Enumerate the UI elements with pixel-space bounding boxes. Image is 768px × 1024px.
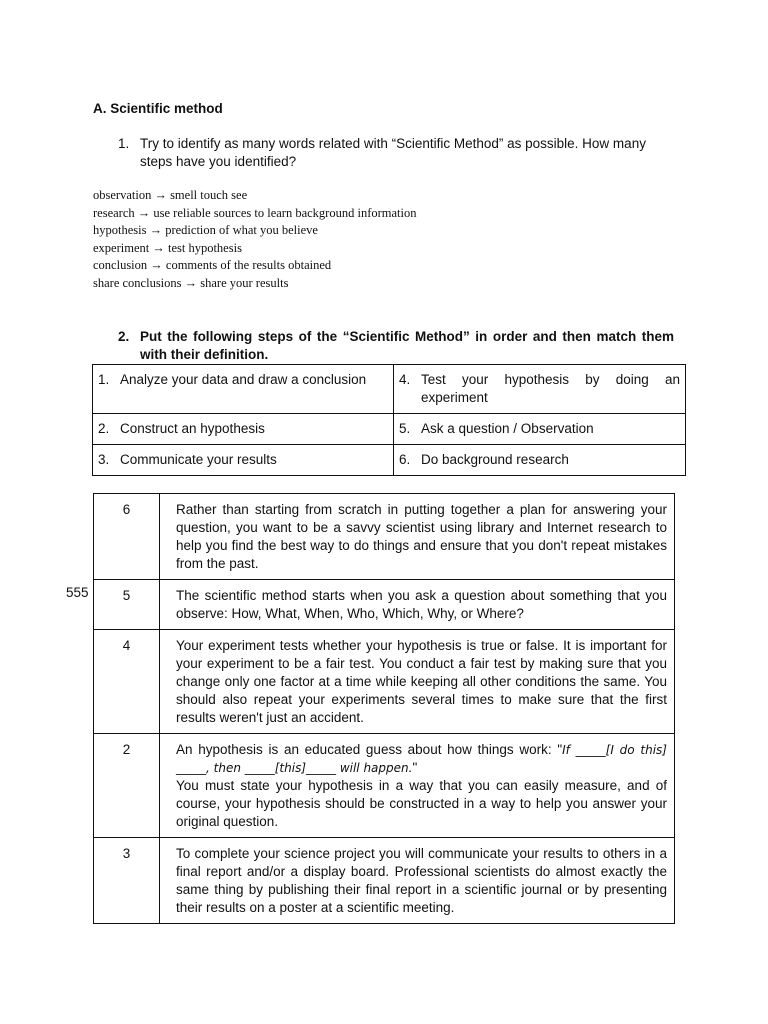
steps-row — [93, 445, 686, 476]
step-cell — [93, 445, 394, 476]
answer-number: 5 — [94, 580, 160, 630]
definition-text-lead: An hypothesis is an educated guess about how things work: " — [176, 742, 563, 757]
definition-text: To complete your science project you will communicate your results to others in a final report and/or a display board. Professional scientists do almost exactly the same thing by publishing their final report in a scientific journal or by presenting their results on a poster at a scientific meeting. — [160, 838, 675, 924]
steps-table — [92, 364, 686, 476]
definition-text: The scientific method starts when you ask a question about something that you observe: How, What, When, Who, Which, Why, or Where? — [160, 580, 675, 630]
step-cell — [394, 414, 686, 445]
term-item: experiment → test hypothesis — [93, 240, 242, 255]
step-text: Ask a question / Observation — [421, 421, 594, 436]
step-cell — [93, 414, 394, 445]
question-2 — [118, 328, 674, 364]
definition-row — [94, 838, 675, 924]
step-number: 3. — [98, 452, 110, 467]
term-item: research → use reliable sources to learn background information — [93, 205, 417, 220]
answer-number: 4 — [94, 630, 160, 734]
definitions-table — [93, 493, 675, 924]
step-number: 2. — [98, 421, 110, 436]
margin-note: 555 — [66, 585, 89, 600]
steps-row — [93, 365, 686, 414]
step-number: 4. — [399, 372, 411, 387]
definition-text: Rather than starting from scratch in putting together a plan for answering your question, you want to be a savvy scientist using library and Internet research to help you find the best way to do things and ensure that you don't repeat mistakes from the past. — [160, 494, 675, 580]
step-number: 1. — [98, 372, 110, 387]
definition-text-rest: You must state your hypothesis in a way that you can easily measure, and of course, your hypothesis should be constructed in a way to help you answer your original question. — [176, 778, 667, 829]
term-item: share conclusions → share your results — [93, 275, 289, 290]
step-text: Analyze your data and draw a conclusion — [120, 372, 367, 387]
step-number: 5. — [399, 421, 411, 436]
step-text: Do background research — [421, 452, 569, 467]
step-cell — [394, 365, 686, 414]
step-cell — [93, 365, 394, 414]
answer-number: 3 — [94, 838, 160, 924]
step-number: 6. — [399, 452, 411, 467]
question-1-text: Try to identify as many words related with “Scientific Method” as possible. How many steps have you identified? — [140, 136, 646, 169]
definition-text-quote: " — [412, 760, 418, 775]
definition-row — [94, 734, 675, 838]
term-item: conclusion → comments of the results obtained — [93, 258, 332, 273]
question-2-number: 2. — [118, 329, 130, 344]
definition-text: Your experiment tests whether your hypothesis is true or false. It is important for your experiment to be a fair test. You conduct a fair test by making sure that you change only one factor at a time while keeping all other conditions the same. You should also repeat your experiments several times to make sure that the first results weren't just an accident. — [160, 630, 675, 734]
step-text: Communicate your results — [120, 452, 277, 467]
definition-row — [94, 494, 675, 580]
answer-number: 2 — [94, 734, 160, 838]
definition-row — [94, 580, 675, 630]
step-cell — [394, 445, 686, 476]
step-text: Construct an hypothesis — [120, 421, 265, 436]
definition-text — [160, 734, 675, 838]
step-text: Test your hypothesis by doing an experiment — [421, 372, 680, 405]
question-2-text: Put the following steps of the “Scientific Method” in order and then match them with their definition. — [140, 329, 674, 362]
section-heading: A. Scientific method — [93, 101, 223, 116]
question-1 — [118, 135, 678, 171]
steps-row — [93, 414, 686, 445]
definition-row — [94, 630, 675, 734]
term-item: observation → smell touch see — [93, 188, 248, 202]
answer-number: 6 — [94, 494, 160, 580]
hypothesis-template: If _____[I do this] _____, then _____[this]_____ will happen. — [176, 743, 667, 775]
term-item: hypothesis → prediction of what you believe — [93, 223, 318, 238]
terms-list — [93, 187, 417, 293]
question-1-number: 1. — [118, 136, 130, 151]
